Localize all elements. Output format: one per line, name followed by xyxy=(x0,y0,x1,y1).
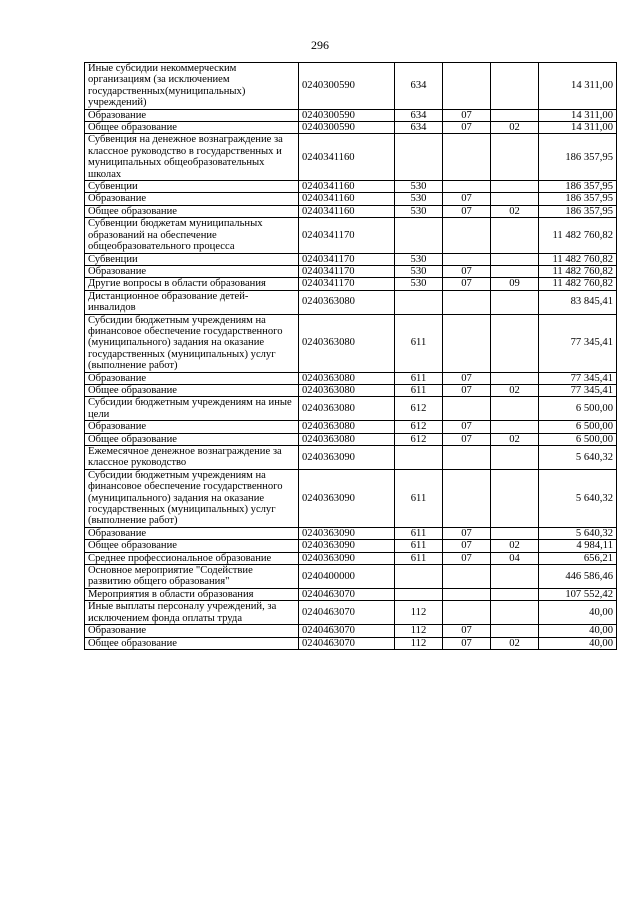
row-expense-type: 611 xyxy=(395,527,443,539)
table-row xyxy=(85,253,617,265)
row-name: Образование xyxy=(85,109,299,121)
row-amount: 5 640,32 xyxy=(539,469,617,527)
row-expense-type xyxy=(395,565,443,589)
row-amount: 107 552,42 xyxy=(539,588,617,600)
row-target-code: 0240400000 xyxy=(299,565,395,589)
row-target-code: 0240341160 xyxy=(299,193,395,205)
row-subsection xyxy=(491,253,539,265)
row-name: Общее образование xyxy=(85,205,299,217)
row-target-code: 0240341160 xyxy=(299,134,395,181)
row-target-code: 0240463070 xyxy=(299,601,395,625)
row-subsection xyxy=(491,625,539,637)
row-subsection xyxy=(491,181,539,193)
budget-table-body xyxy=(85,63,617,650)
row-amount: 77 345,41 xyxy=(539,384,617,396)
row-amount: 6 500,00 xyxy=(539,421,617,433)
row-name: Общее образование xyxy=(85,122,299,134)
table-row xyxy=(85,63,617,110)
row-subsection xyxy=(491,134,539,181)
row-name: Основное мероприятие "Содействие развитию общего образования" xyxy=(85,565,299,589)
row-name: Иные субсидии некоммерческим организациям (за исключением государственных(муниципальных) учреждений) xyxy=(85,63,299,110)
row-target-code: 0240363090 xyxy=(299,540,395,552)
row-subsection xyxy=(491,446,539,470)
row-target-code: 0240363080 xyxy=(299,433,395,445)
row-amount: 6 500,00 xyxy=(539,433,617,445)
row-name: Образование xyxy=(85,193,299,205)
row-name: Субсидии бюджетным учреждениям на финансовое обеспечение государственного (муниципального) задания на оказание государственных (муниципальных) услуг (выполнение работ) xyxy=(85,469,299,527)
row-target-code: 0240300590 xyxy=(299,63,395,110)
row-section xyxy=(443,290,491,314)
row-subsection xyxy=(491,397,539,421)
row-expense-type xyxy=(395,134,443,181)
row-amount: 186 357,95 xyxy=(539,193,617,205)
row-target-code: 0240363090 xyxy=(299,446,395,470)
row-name: Другие вопросы в области образования xyxy=(85,278,299,290)
row-expense-type: 112 xyxy=(395,601,443,625)
row-expense-type: 612 xyxy=(395,433,443,445)
row-section xyxy=(443,134,491,181)
table-row xyxy=(85,540,617,552)
row-target-code: 0240363090 xyxy=(299,527,395,539)
table-row xyxy=(85,193,617,205)
row-subsection xyxy=(491,588,539,600)
row-expense-type: 634 xyxy=(395,63,443,110)
table-row xyxy=(85,109,617,121)
table-row xyxy=(85,397,617,421)
row-section: 07 xyxy=(443,265,491,277)
row-expense-type: 530 xyxy=(395,181,443,193)
row-expense-type: 530 xyxy=(395,205,443,217)
row-name: Иные выплаты персоналу учреждений, за исключением фонда оплаты труда xyxy=(85,601,299,625)
row-subsection xyxy=(491,372,539,384)
table-row xyxy=(85,552,617,564)
row-target-code: 0240463070 xyxy=(299,588,395,600)
row-subsection: 02 xyxy=(491,540,539,552)
row-name: Образование xyxy=(85,625,299,637)
row-section: 07 xyxy=(443,109,491,121)
table-row xyxy=(85,446,617,470)
table-row xyxy=(85,565,617,589)
row-expense-type xyxy=(395,290,443,314)
row-subsection xyxy=(491,63,539,110)
row-section xyxy=(443,446,491,470)
row-subsection xyxy=(491,314,539,372)
row-target-code: 0240341160 xyxy=(299,205,395,217)
row-subsection xyxy=(491,109,539,121)
row-target-code: 0240341160 xyxy=(299,181,395,193)
row-subsection xyxy=(491,218,539,253)
row-target-code: 0240463070 xyxy=(299,625,395,637)
row-target-code: 0240463070 xyxy=(299,637,395,649)
table-row xyxy=(85,265,617,277)
row-target-code: 0240363080 xyxy=(299,421,395,433)
row-name: Дистанционное образование детей-инвалидов xyxy=(85,290,299,314)
row-expense-type: 530 xyxy=(395,193,443,205)
row-amount: 40,00 xyxy=(539,625,617,637)
row-name: Субвенции бюджетам муниципальных образований на обеспечение общеобразовательного процесса xyxy=(85,218,299,253)
row-subsection: 02 xyxy=(491,205,539,217)
row-amount: 656,21 xyxy=(539,552,617,564)
row-amount: 11 482 760,82 xyxy=(539,265,617,277)
row-subsection: 02 xyxy=(491,637,539,649)
row-subsection xyxy=(491,565,539,589)
row-expense-type: 112 xyxy=(395,625,443,637)
table-row xyxy=(85,384,617,396)
row-amount: 5 640,32 xyxy=(539,527,617,539)
row-section xyxy=(443,218,491,253)
row-section: 07 xyxy=(443,625,491,637)
row-subsection xyxy=(491,601,539,625)
row-amount: 4 984,11 xyxy=(539,540,617,552)
row-name: Общее образование xyxy=(85,540,299,552)
row-subsection: 02 xyxy=(491,384,539,396)
row-name: Общее образование xyxy=(85,384,299,396)
row-target-code: 0240363080 xyxy=(299,397,395,421)
row-expense-type: 611 xyxy=(395,469,443,527)
row-amount: 11 482 760,82 xyxy=(539,278,617,290)
row-amount: 14 311,00 xyxy=(539,109,617,121)
table-row xyxy=(85,372,617,384)
row-name: Ежемесячное денежное вознаграждение за классное руководство xyxy=(85,446,299,470)
row-amount: 77 345,41 xyxy=(539,314,617,372)
row-name: Мероприятия в области образования xyxy=(85,588,299,600)
table-row xyxy=(85,421,617,433)
row-subsection xyxy=(491,421,539,433)
row-amount: 5 640,32 xyxy=(539,446,617,470)
row-section xyxy=(443,565,491,589)
row-section xyxy=(443,314,491,372)
row-name: Субсидии бюджетным учреждениям на иные цели xyxy=(85,397,299,421)
row-name: Субвенции xyxy=(85,181,299,193)
row-name: Общее образование xyxy=(85,433,299,445)
row-expense-type: 530 xyxy=(395,253,443,265)
row-expense-type: 634 xyxy=(395,109,443,121)
row-target-code: 0240363080 xyxy=(299,290,395,314)
row-subsection: 02 xyxy=(491,433,539,445)
table-row xyxy=(85,134,617,181)
row-target-code: 0240341170 xyxy=(299,278,395,290)
row-target-code: 0240363090 xyxy=(299,469,395,527)
row-name: Образование xyxy=(85,265,299,277)
row-section: 07 xyxy=(443,527,491,539)
row-amount: 11 482 760,82 xyxy=(539,218,617,253)
table-row xyxy=(85,433,617,445)
table-row xyxy=(85,588,617,600)
row-subsection: 02 xyxy=(491,122,539,134)
row-section xyxy=(443,469,491,527)
row-expense-type xyxy=(395,218,443,253)
row-name: Среднее профессиональное образование xyxy=(85,552,299,564)
row-expense-type: 611 xyxy=(395,540,443,552)
row-expense-type: 612 xyxy=(395,397,443,421)
row-section: 07 xyxy=(443,637,491,649)
row-subsection xyxy=(491,527,539,539)
row-amount: 40,00 xyxy=(539,601,617,625)
row-target-code: 0240300590 xyxy=(299,109,395,121)
row-name: Образование xyxy=(85,372,299,384)
table-row xyxy=(85,314,617,372)
row-expense-type: 611 xyxy=(395,552,443,564)
row-subsection xyxy=(491,469,539,527)
row-target-code: 0240363080 xyxy=(299,372,395,384)
row-section: 07 xyxy=(443,193,491,205)
row-section: 07 xyxy=(443,540,491,552)
row-section: 07 xyxy=(443,433,491,445)
table-row xyxy=(85,637,617,649)
row-section: 07 xyxy=(443,205,491,217)
row-target-code: 0240341170 xyxy=(299,265,395,277)
row-amount: 186 357,95 xyxy=(539,134,617,181)
row-expense-type xyxy=(395,446,443,470)
row-name: Субвенции xyxy=(85,253,299,265)
row-amount: 6 500,00 xyxy=(539,397,617,421)
table-row xyxy=(85,290,617,314)
row-expense-type: 112 xyxy=(395,637,443,649)
row-target-code: 0240341170 xyxy=(299,253,395,265)
row-section xyxy=(443,253,491,265)
row-expense-type xyxy=(395,588,443,600)
row-name: Субвенция на денежное вознаграждение за классное руководство в государственных и муниципальных общеобразовательных школах xyxy=(85,134,299,181)
table-row xyxy=(85,218,617,253)
row-target-code: 0240363080 xyxy=(299,384,395,396)
table-row xyxy=(85,278,617,290)
row-section xyxy=(443,588,491,600)
table-row xyxy=(85,205,617,217)
row-amount: 14 311,00 xyxy=(539,122,617,134)
row-section xyxy=(443,63,491,110)
row-subsection: 04 xyxy=(491,552,539,564)
row-section: 07 xyxy=(443,552,491,564)
row-amount: 40,00 xyxy=(539,637,617,649)
table-row xyxy=(85,122,617,134)
row-expense-type: 612 xyxy=(395,421,443,433)
row-target-code: 0240363090 xyxy=(299,552,395,564)
row-expense-type: 530 xyxy=(395,265,443,277)
row-name: Общее образование xyxy=(85,637,299,649)
row-section xyxy=(443,181,491,193)
row-target-code: 0240300590 xyxy=(299,122,395,134)
row-expense-type: 634 xyxy=(395,122,443,134)
row-expense-type: 611 xyxy=(395,384,443,396)
table-row xyxy=(85,527,617,539)
row-name: Образование xyxy=(85,421,299,433)
row-section xyxy=(443,397,491,421)
row-name: Субсидии бюджетным учреждениям на финансовое обеспечение государственного (муниципального) задания на оказание государственных (муниципальных) услуг (выполнение работ) xyxy=(85,314,299,372)
row-amount: 186 357,95 xyxy=(539,181,617,193)
budget-table xyxy=(84,62,617,650)
row-expense-type: 611 xyxy=(395,372,443,384)
row-amount: 186 357,95 xyxy=(539,205,617,217)
row-section: 07 xyxy=(443,278,491,290)
row-amount: 77 345,41 xyxy=(539,372,617,384)
row-expense-type: 530 xyxy=(395,278,443,290)
row-target-code: 0240341170 xyxy=(299,218,395,253)
row-subsection xyxy=(491,290,539,314)
row-amount: 14 311,00 xyxy=(539,63,617,110)
row-expense-type: 611 xyxy=(395,314,443,372)
row-section xyxy=(443,601,491,625)
row-subsection: 09 xyxy=(491,278,539,290)
row-amount: 83 845,41 xyxy=(539,290,617,314)
row-section: 07 xyxy=(443,421,491,433)
row-subsection xyxy=(491,193,539,205)
row-amount: 446 586,46 xyxy=(539,565,617,589)
table-row xyxy=(85,625,617,637)
row-amount: 11 482 760,82 xyxy=(539,253,617,265)
row-target-code: 0240363080 xyxy=(299,314,395,372)
row-name: Образование xyxy=(85,527,299,539)
page-number: 296 xyxy=(311,38,329,52)
row-section: 07 xyxy=(443,372,491,384)
table-row xyxy=(85,181,617,193)
row-subsection xyxy=(491,265,539,277)
row-section: 07 xyxy=(443,122,491,134)
table-row xyxy=(85,469,617,527)
table-row xyxy=(85,601,617,625)
row-section: 07 xyxy=(443,384,491,396)
